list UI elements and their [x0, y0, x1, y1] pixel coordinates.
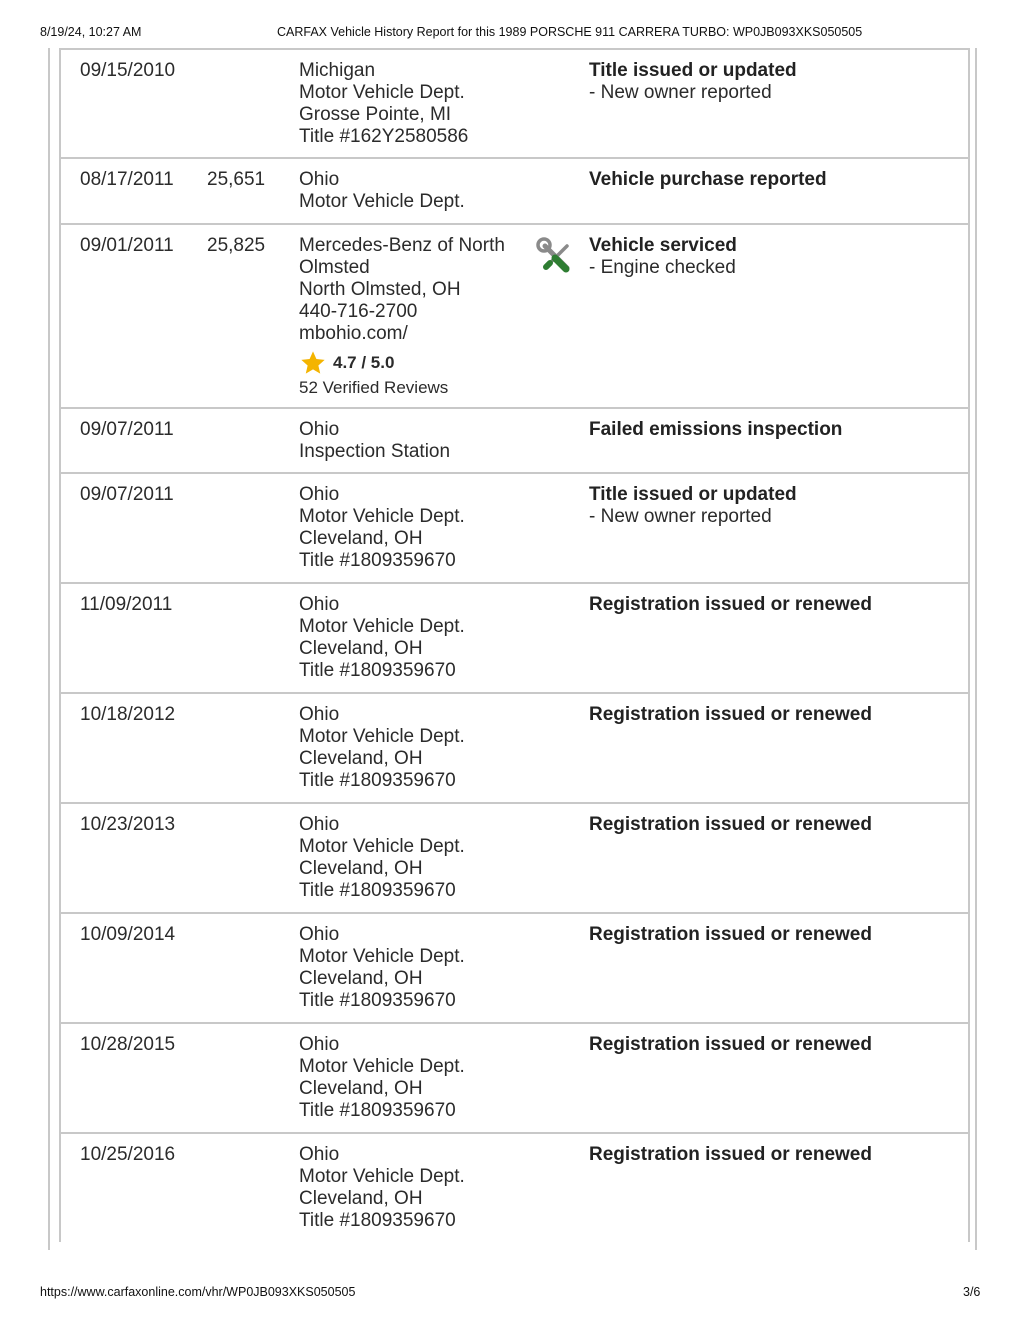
record-row	[61, 1024, 968, 1134]
record-row	[61, 804, 968, 914]
source-line: Title #1809359670	[299, 1100, 456, 1121]
source-line: Cleveland, OH	[299, 528, 423, 549]
source-line: Cleveland, OH	[299, 638, 423, 659]
record-source	[299, 60, 468, 148]
record-source	[299, 1144, 465, 1232]
source-line: Cleveland, OH	[299, 1078, 423, 1099]
print-header	[0, 25, 1024, 41]
source-line: Title #162Y2580586	[299, 126, 469, 147]
record-odometer: 25,651	[207, 169, 266, 190]
record-date: 09/07/2011	[80, 419, 174, 440]
record-odometer: 25,825	[207, 235, 266, 256]
reviews-count[interactable]: 52 Verified Reviews	[299, 378, 449, 397]
record-date: 10/18/2012	[80, 704, 176, 725]
source-line: Ohio	[299, 1034, 340, 1055]
source-line: Cleveland, OH	[299, 1188, 423, 1209]
record-comments	[589, 704, 872, 726]
source-line: Cleveland, OH	[299, 968, 423, 989]
record-row	[61, 1134, 968, 1242]
comment-title: Vehicle purchase reported	[589, 169, 827, 190]
comment-detail: - New owner reported	[589, 506, 772, 527]
record-source	[299, 704, 465, 792]
record-comments	[589, 1034, 872, 1056]
comment-title: Failed emissions inspection	[589, 419, 843, 440]
source-line: Title #1809359670	[299, 550, 456, 571]
page-frame-right	[975, 48, 977, 1250]
history-table	[59, 48, 970, 1242]
comment-title: Title issued or updated	[589, 60, 797, 81]
record-comments	[589, 924, 872, 946]
comment-title: Registration issued or renewed	[589, 1144, 872, 1165]
print-title: CARFAX Vehicle History Report for this 1989 PORSCHE 911 CARRERA TURBO: WP0JB093XKS050505	[277, 25, 863, 39]
source-line: Ohio	[299, 484, 340, 505]
record-row	[61, 225, 968, 409]
record-date: 10/28/2015	[80, 1034, 176, 1055]
star-icon	[299, 349, 327, 377]
page-number: 3/6	[963, 1285, 981, 1299]
record-date: 09/15/2010	[80, 60, 176, 81]
record-row	[61, 694, 968, 804]
record-source	[299, 235, 505, 399]
comment-title: Registration issued or renewed	[589, 814, 872, 835]
comment-title: Vehicle serviced	[589, 235, 737, 256]
record-source	[299, 814, 465, 902]
record-date: 09/01/2011	[80, 235, 174, 256]
comment-title: Registration issued or renewed	[589, 924, 872, 945]
source-line: Motor Vehicle Dept.	[299, 836, 465, 857]
source-line: Title #1809359670	[299, 770, 456, 791]
source-line: Cleveland, OH	[299, 748, 423, 769]
source-line: North Olmsted, OH	[299, 279, 461, 300]
comment-title: Registration issued or renewed	[589, 1034, 872, 1055]
record-source	[299, 484, 465, 572]
source-line: Ohio	[299, 419, 340, 440]
source-line: Ohio	[299, 704, 340, 725]
comment-title: Registration issued or renewed	[589, 704, 872, 725]
source-line: Motor Vehicle Dept.	[299, 1166, 465, 1187]
source-line: Title #1809359670	[299, 990, 456, 1011]
record-comments	[589, 419, 842, 441]
source-line: Motor Vehicle Dept.	[299, 946, 465, 967]
source-line: Olmsted	[299, 257, 370, 278]
record-source	[299, 169, 465, 213]
source-line: mbohio.com/	[299, 323, 408, 344]
source-line: Ohio	[299, 924, 340, 945]
source-line: Title #1809359670	[299, 1210, 456, 1231]
comment-detail: - Engine checked	[589, 257, 736, 278]
source-line: Michigan	[299, 60, 376, 81]
comment-title: Registration issued or renewed	[589, 594, 872, 615]
source-line: Motor Vehicle Dept.	[299, 616, 465, 637]
source-line: Motor Vehicle Dept.	[299, 726, 465, 747]
record-comments	[589, 594, 872, 616]
source-line: Mercedes-Benz of North	[299, 235, 505, 256]
rating-score: 4.7 / 5.0	[333, 353, 395, 372]
record-comments	[589, 484, 797, 528]
record-source	[299, 924, 465, 1012]
record-comments	[589, 235, 737, 279]
record-row	[61, 914, 968, 1024]
source-line: Title #1809359670	[299, 660, 456, 681]
record-date: 08/17/2011	[80, 169, 174, 190]
comment-title: Title issued or updated	[589, 484, 797, 505]
source-line: Inspection Station	[299, 441, 451, 462]
source-line: 440-716-2700	[299, 301, 418, 322]
record-date: 10/09/2014	[80, 924, 176, 945]
record-comments	[589, 60, 797, 104]
record-row	[61, 584, 968, 694]
record-source	[299, 1034, 465, 1122]
source-line: Motor Vehicle Dept.	[299, 191, 465, 212]
record-source	[299, 419, 450, 463]
source-line: Ohio	[299, 169, 340, 190]
record-date: 10/23/2013	[80, 814, 176, 835]
source-line: Grosse Pointe, MI	[299, 104, 452, 125]
source-line: Motor Vehicle Dept.	[299, 506, 465, 527]
record-source	[299, 594, 465, 682]
print-timestamp: 8/19/24, 10:27 AM	[40, 25, 142, 39]
record-row	[61, 409, 968, 474]
record-date: 11/09/2011	[80, 594, 173, 615]
source-line: Ohio	[299, 594, 340, 615]
dealer-rating[interactable]	[299, 349, 505, 377]
source-line: Title #1809359670	[299, 880, 456, 901]
record-row	[61, 474, 968, 584]
record-date: 10/25/2016	[80, 1144, 176, 1165]
record-row	[61, 159, 968, 225]
record-comments	[589, 1144, 872, 1166]
record-comments	[589, 814, 872, 836]
page-frame-left	[48, 48, 50, 1250]
wrench-screwdriver-icon	[536, 237, 576, 283]
source-line: Cleveland, OH	[299, 858, 423, 879]
source-line: Motor Vehicle Dept.	[299, 1056, 465, 1077]
record-row	[61, 50, 968, 159]
record-date: 09/07/2011	[80, 484, 174, 505]
source-line: Motor Vehicle Dept.	[299, 82, 465, 103]
print-url: https://www.carfaxonline.com/vhr/WP0JB093XKS050505	[40, 1285, 356, 1299]
source-line: Ohio	[299, 1144, 340, 1165]
comment-detail: - New owner reported	[589, 82, 772, 103]
record-comments	[589, 169, 827, 191]
print-footer	[0, 1285, 1024, 1301]
source-line: Ohio	[299, 814, 340, 835]
